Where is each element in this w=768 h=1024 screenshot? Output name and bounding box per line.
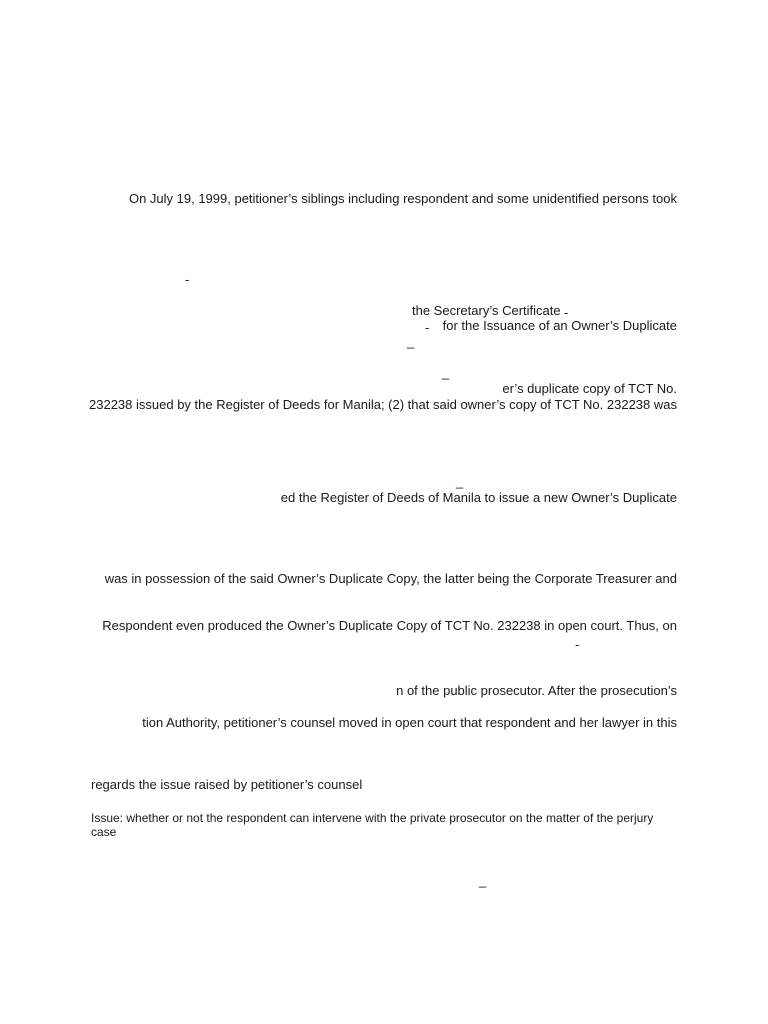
redaction-mark: _ xyxy=(407,334,415,349)
paragraph-line: 232238 issued by the Register of Deeds for Manila; (2) that said owner’s copy of TCT No. 232238 was xyxy=(89,397,677,412)
paragraph-line: for the Issuance of an Owner’s Duplicate xyxy=(442,318,677,333)
paragraph-line: regards the issue raised by petitioner’s counsel xyxy=(91,777,363,792)
paragraph-line: n of the public prosecutor. After the prosecution’s xyxy=(396,683,677,698)
paragraph-line: On July 19, 1999, petitioner’s siblings including respondent and some unidentified persons took xyxy=(128,191,677,206)
paragraph-line: was in possession of the said Owner’s Duplicate Copy, the latter being the Corporate Treasurer and xyxy=(104,571,677,586)
paragraph-line: er’s duplicate copy of TCT No. xyxy=(502,381,677,396)
paragraph-line: Respondent even produced the Owner’s Duplicate Copy of TCT No. 232238 in open court. Thus, on xyxy=(102,618,677,633)
redaction-mark: - xyxy=(575,637,580,652)
paragraph-line: ed the Register of Deeds of Manila to issue a new Owner’s Duplicate xyxy=(280,490,677,505)
paragraph-line: tion Authority, petitioner’s counsel moved in open court that respondent and her lawyer in this xyxy=(142,715,677,730)
redaction-mark: - xyxy=(185,272,190,287)
redaction-mark: - xyxy=(425,320,430,335)
redaction-mark: _ xyxy=(442,365,450,380)
issue-statement: Issue: whether or not the respondent can intervene with the private prosecutor on the matter of the perjury case xyxy=(91,811,654,839)
redaction-mark: _ xyxy=(479,873,487,888)
redaction-mark: _ xyxy=(456,474,464,489)
redaction-mark: - xyxy=(564,305,569,320)
paragraph-line: the Secretary’s Certificate xyxy=(412,303,561,318)
